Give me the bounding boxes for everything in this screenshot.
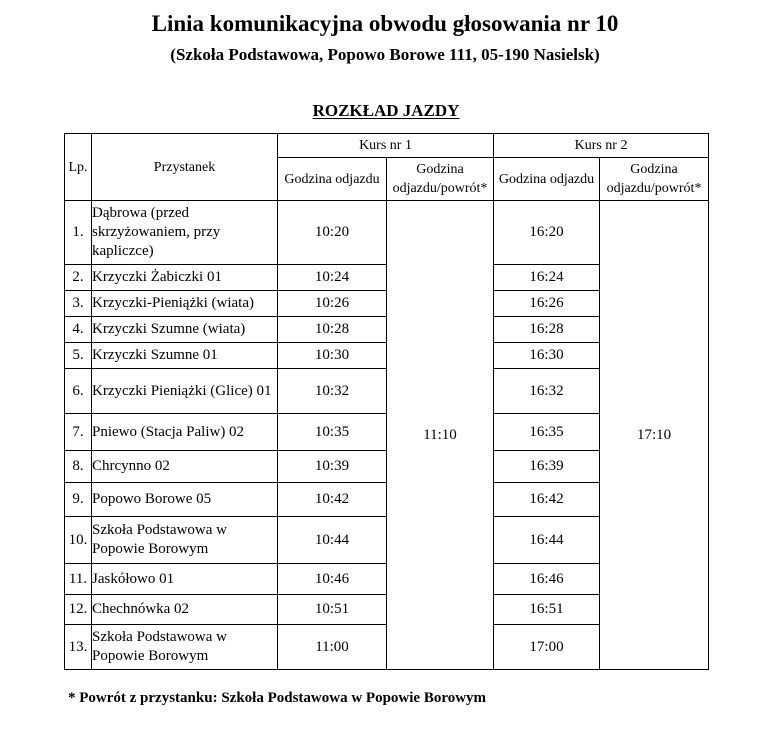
row-stop: Szkoła Podstawowa w Popowie Borowym: [92, 625, 278, 670]
row-kurs-1-time: 10:39: [278, 451, 387, 483]
header-kurs-1-return: Godzina odjazdu/powrót*: [387, 158, 494, 201]
header-kurs-2-return: Godzina odjazdu/powrót*: [600, 158, 709, 201]
row-kurs-2-time: 16:24: [494, 265, 600, 291]
row-kurs-1-time: 10:28: [278, 317, 387, 343]
row-kurs-1-time: 10:42: [278, 483, 387, 517]
row-stop: Krzyczki-Pieniążki (wiata): [92, 291, 278, 317]
header-kurs-1-departure: Godzina odjazdu: [278, 158, 387, 201]
row-kurs-1-time: 10:46: [278, 564, 387, 595]
section-title-text: ROZKŁAD JAZDY: [312, 101, 460, 120]
row-kurs-1-time: 10:32: [278, 369, 387, 414]
row-kurs-2-time: 16:51: [494, 595, 600, 625]
row-lp: 13.: [65, 625, 92, 670]
row-kurs-2-time: 16:20: [494, 201, 600, 265]
row-stop: Krzyczki Szumne 01: [92, 343, 278, 369]
row-kurs-1-time: 10:30: [278, 343, 387, 369]
page-subtitle: (Szkoła Podstawowa, Popowo Borowe 111, 05-190 Nasielsk): [170, 45, 600, 64]
kurs-2-return-time: 17:10: [600, 201, 709, 670]
row-kurs-1-time: 10:26: [278, 291, 387, 317]
row-lp: 6.: [65, 369, 92, 414]
row-lp: 9.: [65, 483, 92, 517]
row-kurs-2-time: 16:46: [494, 564, 600, 595]
header-stop: Przystanek: [92, 134, 278, 201]
header-lp: Lp.: [65, 134, 92, 201]
row-stop: Krzyczki Pieniążki (Glice) 01: [92, 369, 278, 414]
row-stop: Krzyczki Żabiczki 01: [92, 265, 278, 291]
timetable-body: [65, 201, 709, 670]
row-kurs-2-time: 16:42: [494, 483, 600, 517]
row-kurs-1-time: 10:51: [278, 595, 387, 625]
row-lp: 1.: [65, 201, 92, 265]
row-stop: Krzyczki Szumne (wiata): [92, 317, 278, 343]
row-kurs-2-time: 16:39: [494, 451, 600, 483]
row-lp: 2.: [65, 265, 92, 291]
row-kurs-2-time: 16:28: [494, 317, 600, 343]
row-stop: Szkoła Podstawowa w Popowie Borowym: [92, 517, 278, 564]
row-stop: Dąbrowa (przed skrzyżowaniem, przy kapliczce): [92, 201, 278, 265]
header-kurs-2-departure: Godzina odjazdu: [494, 158, 600, 201]
row-lp: 3.: [65, 291, 92, 317]
row-stop: Chrcynno 02: [92, 451, 278, 483]
row-kurs-2-time: 16:26: [494, 291, 600, 317]
page-title: Linia komunikacyjna obwodu głosowania nr 10: [151, 11, 619, 36]
row-stop: Jaskółowo 01: [92, 564, 278, 595]
kurs-1-return-time: 11:10: [387, 201, 494, 670]
row-lp: 8.: [65, 451, 92, 483]
row-kurs-2-time: 16:35: [494, 414, 600, 451]
row-kurs-1-time: 10:35: [278, 414, 387, 451]
row-lp: 11.: [65, 564, 92, 595]
row-kurs-1-time: 10:24: [278, 265, 387, 291]
row-stop: Popowo Borowe 05: [92, 483, 278, 517]
row-lp: 7.: [65, 414, 92, 451]
row-kurs-1-time: 10:44: [278, 517, 387, 564]
row-kurs-2-time: 16:32: [494, 369, 600, 414]
row-lp: 10.: [65, 517, 92, 564]
row-stop: Pniewo (Stacja Paliw) 02: [92, 414, 278, 451]
timetable: [64, 133, 709, 670]
header-kurs-1: Kurs nr 1: [278, 134, 494, 158]
header-kurs-2: Kurs nr 2: [494, 134, 709, 158]
section-title: [0, 100, 770, 122]
row-kurs-1-time: 11:00: [278, 625, 387, 670]
row-kurs-2-time: 16:30: [494, 343, 600, 369]
row-lp: 4.: [65, 317, 92, 343]
table-row: [65, 201, 709, 265]
row-lp: 12.: [65, 595, 92, 625]
row-stop: Chechnówka 02: [92, 595, 278, 625]
footnote: * Powrót z przystanku: Szkoła Podstawowa w Popowie Borowym: [68, 690, 487, 706]
row-kurs-2-time: 17:00: [494, 625, 600, 670]
row-kurs-1-time: 10:20: [278, 201, 387, 265]
row-kurs-2-time: 16:44: [494, 517, 600, 564]
row-lp: 5.: [65, 343, 92, 369]
